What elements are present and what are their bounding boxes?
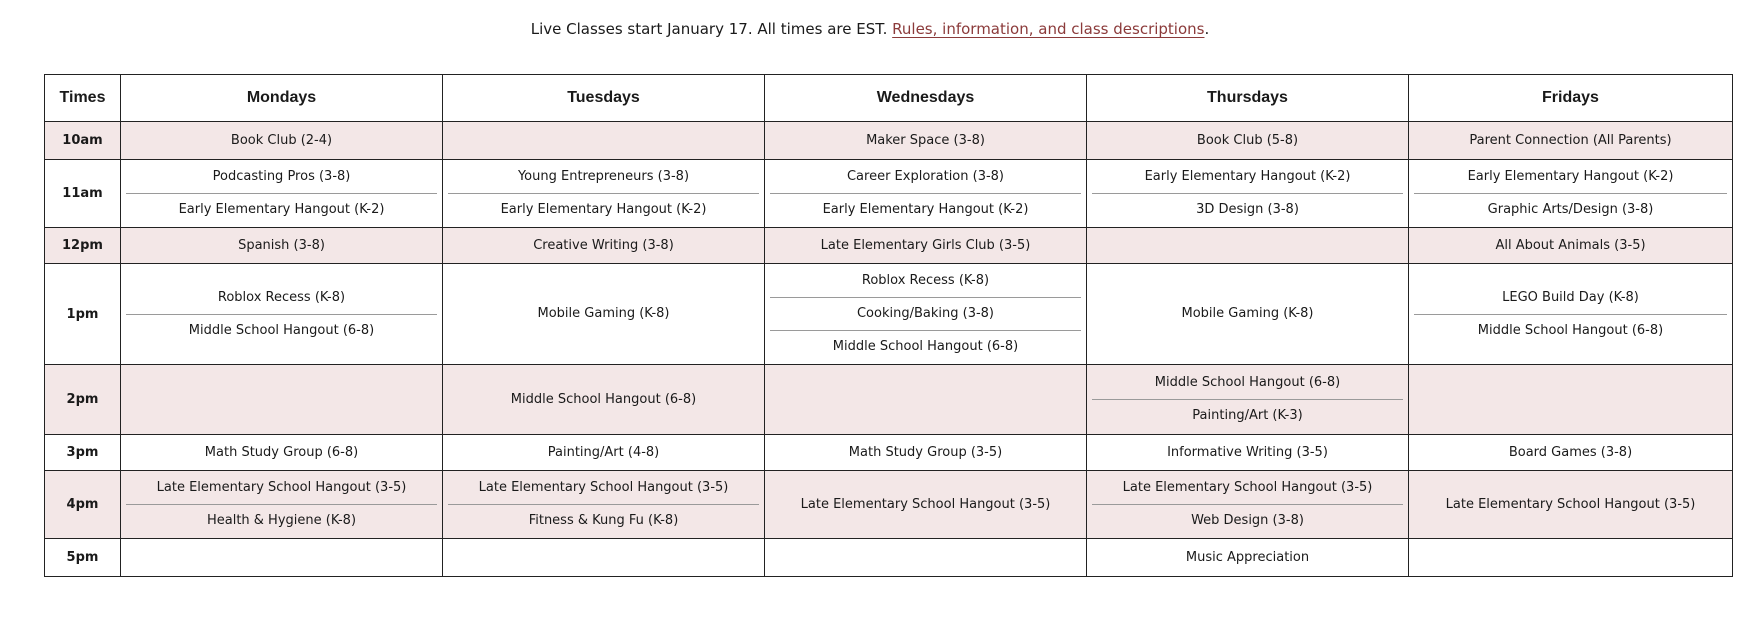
header-mondays: Mondays: [121, 75, 443, 122]
schedule-cell-mondays: [121, 365, 443, 435]
table-row: [45, 435, 1733, 471]
header-fridays: Fridays: [1409, 75, 1733, 122]
schedule-cell-mondays: [121, 435, 443, 471]
class-entry: Roblox Recess (K-8): [861, 273, 990, 288]
time-cell: 11am: [45, 160, 121, 228]
schedule-cell-mondays: [121, 228, 443, 264]
schedule-cell-tuesdays: [443, 160, 765, 228]
intro-text: Live Classes start January 17. All times are EST.: [530, 20, 893, 38]
time-cell: 5pm: [45, 539, 121, 577]
schedule-cell-mondays: [121, 471, 443, 539]
class-entry: Early Elementary Hangout (K-2): [1467, 169, 1674, 184]
header-row: [45, 75, 1733, 122]
schedule-cell-mondays: [121, 539, 443, 577]
header-times: Times: [45, 75, 121, 122]
class-entry: Late Elementary School Hangout (3-5): [1122, 480, 1373, 495]
schedule-cell-tuesdays: [443, 539, 765, 577]
schedule-cell-fridays: [1409, 365, 1733, 435]
class-entry: All About Animals (3-5): [1495, 237, 1646, 253]
class-entry: Informative Writing (3-5): [1167, 444, 1328, 460]
schedule-cell-tuesdays: [443, 228, 765, 264]
schedule-cell-mondays: [121, 122, 443, 160]
class-entry: Graphic Arts/Design (3-8): [1414, 193, 1727, 226]
time-cell: 10am: [45, 122, 121, 160]
table-row: [45, 539, 1733, 577]
table-row: [45, 471, 1733, 539]
table-row: [45, 264, 1733, 365]
class-entry: Health & Hygiene (K-8): [126, 504, 437, 537]
schedule-cell-wednesdays: [765, 435, 1087, 471]
class-entry: 3D Design (3-8): [1092, 193, 1403, 226]
class-entry: Mobile Gaming (K-8): [1181, 306, 1314, 321]
class-entry: Late Elementary Girls Club (3-5): [820, 237, 1031, 253]
schedule-cell-mondays: [121, 264, 443, 365]
class-entry: Math Study Group (3-5): [848, 444, 1003, 460]
schedule-cell-fridays: [1409, 160, 1733, 228]
class-entry: Math Study Group (6-8): [204, 444, 359, 460]
schedule-cell-mondays: [121, 160, 443, 228]
table-row: [45, 365, 1733, 435]
class-entry: Young Entrepreneurs (3-8): [517, 169, 690, 184]
schedule-cell-tuesdays: [443, 122, 765, 160]
schedule-cell-fridays: [1409, 122, 1733, 160]
time-cell: 12pm: [45, 228, 121, 264]
class-entry: Cooking/Baking (3-8): [770, 297, 1081, 330]
class-entry: Middle School Hangout (6-8): [126, 314, 437, 347]
class-entry: Painting/Art (4-8): [547, 444, 660, 460]
header-thursdays: Thursdays: [1087, 75, 1409, 122]
class-entry: Book Club (5-8): [1196, 132, 1299, 148]
class-entry: Board Games (3-8): [1508, 444, 1633, 460]
class-entry: Early Elementary Hangout (K-2): [448, 193, 759, 226]
class-entry: Middle School Hangout (6-8): [510, 391, 697, 407]
class-entry: Book Club (2-4): [230, 132, 333, 148]
time-cell: 4pm: [45, 471, 121, 539]
schedule-cell-thursdays: [1087, 435, 1409, 471]
class-schedule-table: [44, 74, 1733, 577]
class-entry: Fitness & Kung Fu (K-8): [448, 504, 759, 537]
header-tuesdays: Tuesdays: [443, 75, 765, 122]
schedule-cell-wednesdays: [765, 365, 1087, 435]
class-entry: Early Elementary Hangout (K-2): [770, 193, 1081, 226]
class-entry: Middle School Hangout (6-8): [1154, 375, 1341, 390]
schedule-cell-wednesdays: [765, 471, 1087, 539]
class-entry: Late Elementary School Hangout (3-5): [1445, 496, 1696, 512]
intro-suffix: .: [1204, 20, 1210, 38]
class-entry: Early Elementary Hangout (K-2): [1144, 169, 1351, 184]
schedule-cell-tuesdays: [443, 365, 765, 435]
schedule-cell-thursdays: [1087, 228, 1409, 264]
class-entry: Late Elementary School Hangout (3-5): [156, 480, 407, 495]
class-entry: Early Elementary Hangout (K-2): [126, 193, 437, 226]
class-entry: Middle School Hangout (6-8): [770, 330, 1081, 363]
schedule-cell-fridays: [1409, 471, 1733, 539]
time-cell: 3pm: [45, 435, 121, 471]
table-row: [45, 160, 1733, 228]
schedule-cell-thursdays: [1087, 539, 1409, 577]
schedule-cell-thursdays: [1087, 365, 1409, 435]
class-entry: Late Elementary School Hangout (3-5): [478, 480, 729, 495]
schedule-cell-thursdays: [1087, 264, 1409, 365]
class-entry: Music Appreciation: [1185, 549, 1310, 565]
schedule-cell-fridays: [1409, 228, 1733, 264]
class-entry: Painting/Art (K-3): [1092, 399, 1403, 432]
schedule-cell-fridays: [1409, 264, 1733, 365]
schedule-cell-wednesdays: [765, 160, 1087, 228]
class-entry: Maker Space (3-8): [866, 132, 985, 148]
schedule-cell-fridays: [1409, 539, 1733, 577]
schedule-body: [45, 122, 1733, 577]
time-cell: 2pm: [45, 365, 121, 435]
schedule-cell-wednesdays: [765, 264, 1087, 365]
class-entry: Podcasting Pros (3-8): [212, 169, 351, 184]
class-entry: Mobile Gaming (K-8): [537, 306, 670, 321]
class-entry: Roblox Recess (K-8): [217, 289, 346, 305]
schedule-cell-wednesdays: [765, 539, 1087, 577]
intro-line: [0, 18, 1740, 40]
schedule-cell-tuesdays: [443, 435, 765, 471]
schedule-cell-wednesdays: [765, 122, 1087, 160]
class-entry: Late Elementary School Hangout (3-5): [800, 496, 1051, 512]
schedule-cell-fridays: [1409, 435, 1733, 471]
schedule-cell-wednesdays: [765, 228, 1087, 264]
schedule-cell-tuesdays: [443, 471, 765, 539]
class-entry: Parent Connection (All Parents): [1469, 132, 1672, 148]
table-row: [45, 122, 1733, 160]
class-entry: LEGO Build Day (K-8): [1502, 289, 1639, 305]
class-entry: Spanish (3-8): [238, 237, 325, 253]
schedule-cell-tuesdays: [443, 264, 765, 365]
class-entry: Web Design (3-8): [1092, 504, 1403, 537]
rules-info-link[interactable]: Rules, information, and class descriptions: [892, 20, 1205, 38]
class-entry: Middle School Hangout (6-8): [1414, 314, 1727, 347]
schedule-cell-thursdays: [1087, 122, 1409, 160]
header-wednesdays: Wednesdays: [765, 75, 1087, 122]
table-row: [45, 228, 1733, 264]
schedule-cell-thursdays: [1087, 160, 1409, 228]
class-entry: Career Exploration (3-8): [846, 169, 1005, 184]
time-cell: 1pm: [45, 264, 121, 365]
schedule-cell-thursdays: [1087, 471, 1409, 539]
class-entry: Creative Writing (3-8): [533, 237, 674, 253]
